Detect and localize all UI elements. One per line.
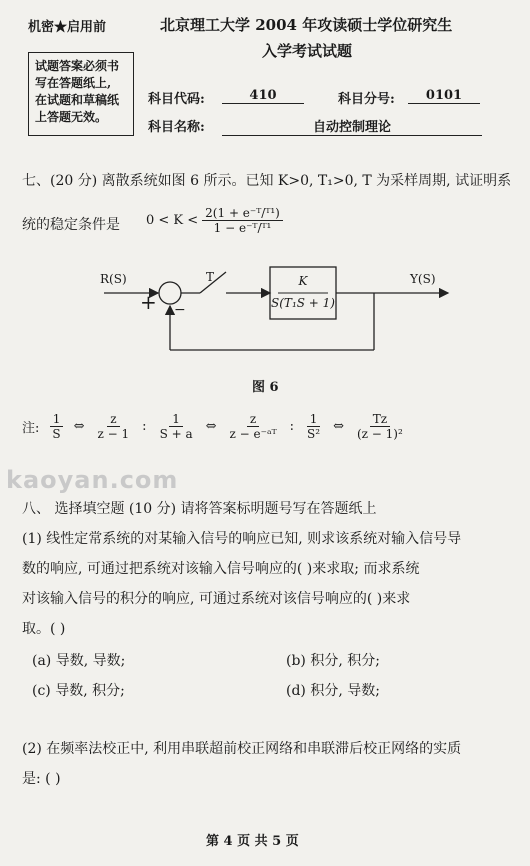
- q7-line-2: 统的稳定条件是: [22, 217, 120, 233]
- equivalence-arrow: ⇔: [205, 419, 217, 434]
- notice-line: 试题答案必须书: [35, 59, 120, 73]
- subject-code-label: 科目代码:: [148, 92, 205, 107]
- subject-code-value: 410: [222, 88, 304, 104]
- option-c: (c) 导数, 积分;: [32, 683, 125, 699]
- subject-no-label: 科目分号:: [338, 92, 395, 107]
- transform-fraction: [157, 412, 196, 441]
- denominator: S + a: [159, 427, 193, 441]
- subject-name-value: 自动控制理论: [222, 116, 482, 136]
- equivalence-arrow: ⇔: [73, 419, 85, 434]
- transform-fraction: [304, 412, 323, 441]
- condition-fraction: [202, 206, 283, 235]
- q8-p1-line-4: 取。( ): [22, 621, 66, 637]
- subject-code-field: [222, 88, 304, 104]
- subject-no-field: [408, 88, 480, 104]
- option-d: (d) 积分, 导数;: [286, 683, 380, 699]
- notice-line: 上答题无效。: [35, 110, 108, 124]
- q8-p2-line-1: (2) 在频率法校正中, 利用串联超前校正网络和串联滞后校正网络的实质: [22, 741, 462, 757]
- transform-fraction: [49, 412, 63, 441]
- numerator: 1: [307, 412, 321, 427]
- transform-fraction: [227, 412, 280, 441]
- note-label: 注:: [22, 421, 40, 436]
- subject-name-field: [222, 116, 482, 136]
- input-label: R(S): [100, 272, 127, 286]
- notice-box: [28, 52, 134, 136]
- denominator: z − e⁻ᵃᵀ: [229, 427, 277, 441]
- plant-denominator: S(T₁S + 1): [271, 296, 335, 310]
- q8-title: 八、 选择填空题 (10 分) 请将答案标明题号写在答题纸上: [22, 501, 377, 517]
- sampler-label: T: [206, 270, 215, 284]
- condition-denominator: 1 − e⁻ᵀ/ᵀ¹: [213, 221, 272, 235]
- transform-fraction: [354, 412, 406, 441]
- subject-no-value: 0101: [408, 88, 480, 104]
- equivalence-arrow: ⇔: [333, 419, 344, 434]
- university-title: 北京理工大学 2004 年攻读硕士学位研究生: [160, 16, 453, 34]
- q8-p2-line-2: 是: ( ): [22, 771, 61, 787]
- q8-p1-line-1: (1) 线性定常系统的对某输入信号的响应已知, 则求该系统对输入信号导: [22, 531, 462, 547]
- condition-lhs: 0 < K <: [146, 213, 199, 228]
- subject-name-label: 科目名称:: [148, 120, 205, 135]
- q8-p1-line-2: 数的响应, 可通过把系统对该输入信号响应的( )来求取; 而求系统: [22, 561, 420, 577]
- notice-line: 在试题和草稿纸: [35, 93, 120, 107]
- condition-numerator: 2(1 + e⁻ᵀ/ᵀ¹): [202, 206, 283, 221]
- plant-numerator: K: [298, 274, 308, 288]
- block-diagram: [0, 250, 530, 360]
- q7-line-1: 七、(20 分) 离散系统如图 6 所示。已知 K>0, T₁>0, T 为采样周期, 试证明系: [22, 173, 512, 189]
- denominator: z − 1: [97, 427, 130, 441]
- notice-line: 写在答题纸上,: [35, 76, 112, 90]
- plus-sign: +: [140, 290, 157, 314]
- transform-notes: [22, 412, 406, 441]
- numerator: 1: [169, 412, 183, 427]
- numerator: Tz: [370, 412, 390, 427]
- page-footer: 第 4 页 共 5 页: [206, 834, 299, 849]
- summing-junction: [159, 282, 181, 304]
- option-a: (a) 导数, 导数;: [32, 653, 126, 669]
- denominator: S: [52, 427, 61, 441]
- exam-title: 入学考试试题: [262, 42, 353, 60]
- q8-p1-line-3: 对该输入信号的积分的响应, 可通过系统对该信号响应的( )来求: [22, 591, 411, 607]
- classification-label: 机密★启用前: [28, 20, 107, 35]
- transform-fraction: [95, 412, 133, 441]
- denominator: S²: [307, 427, 321, 441]
- numerator: z: [107, 412, 119, 427]
- minus-sign: −: [174, 302, 186, 318]
- numerator: 1: [50, 412, 64, 427]
- output-label: Y(S): [410, 272, 436, 286]
- separator: :: [289, 419, 295, 434]
- stability-condition: [146, 206, 283, 235]
- figure-caption: 图 6: [252, 380, 279, 395]
- separator: :: [142, 419, 147, 434]
- option-b: (b) 积分, 积分;: [286, 653, 380, 669]
- numerator: z: [247, 412, 259, 427]
- denominator: (z − 1)²: [356, 427, 403, 441]
- watermark: kaoyan.com: [6, 466, 179, 494]
